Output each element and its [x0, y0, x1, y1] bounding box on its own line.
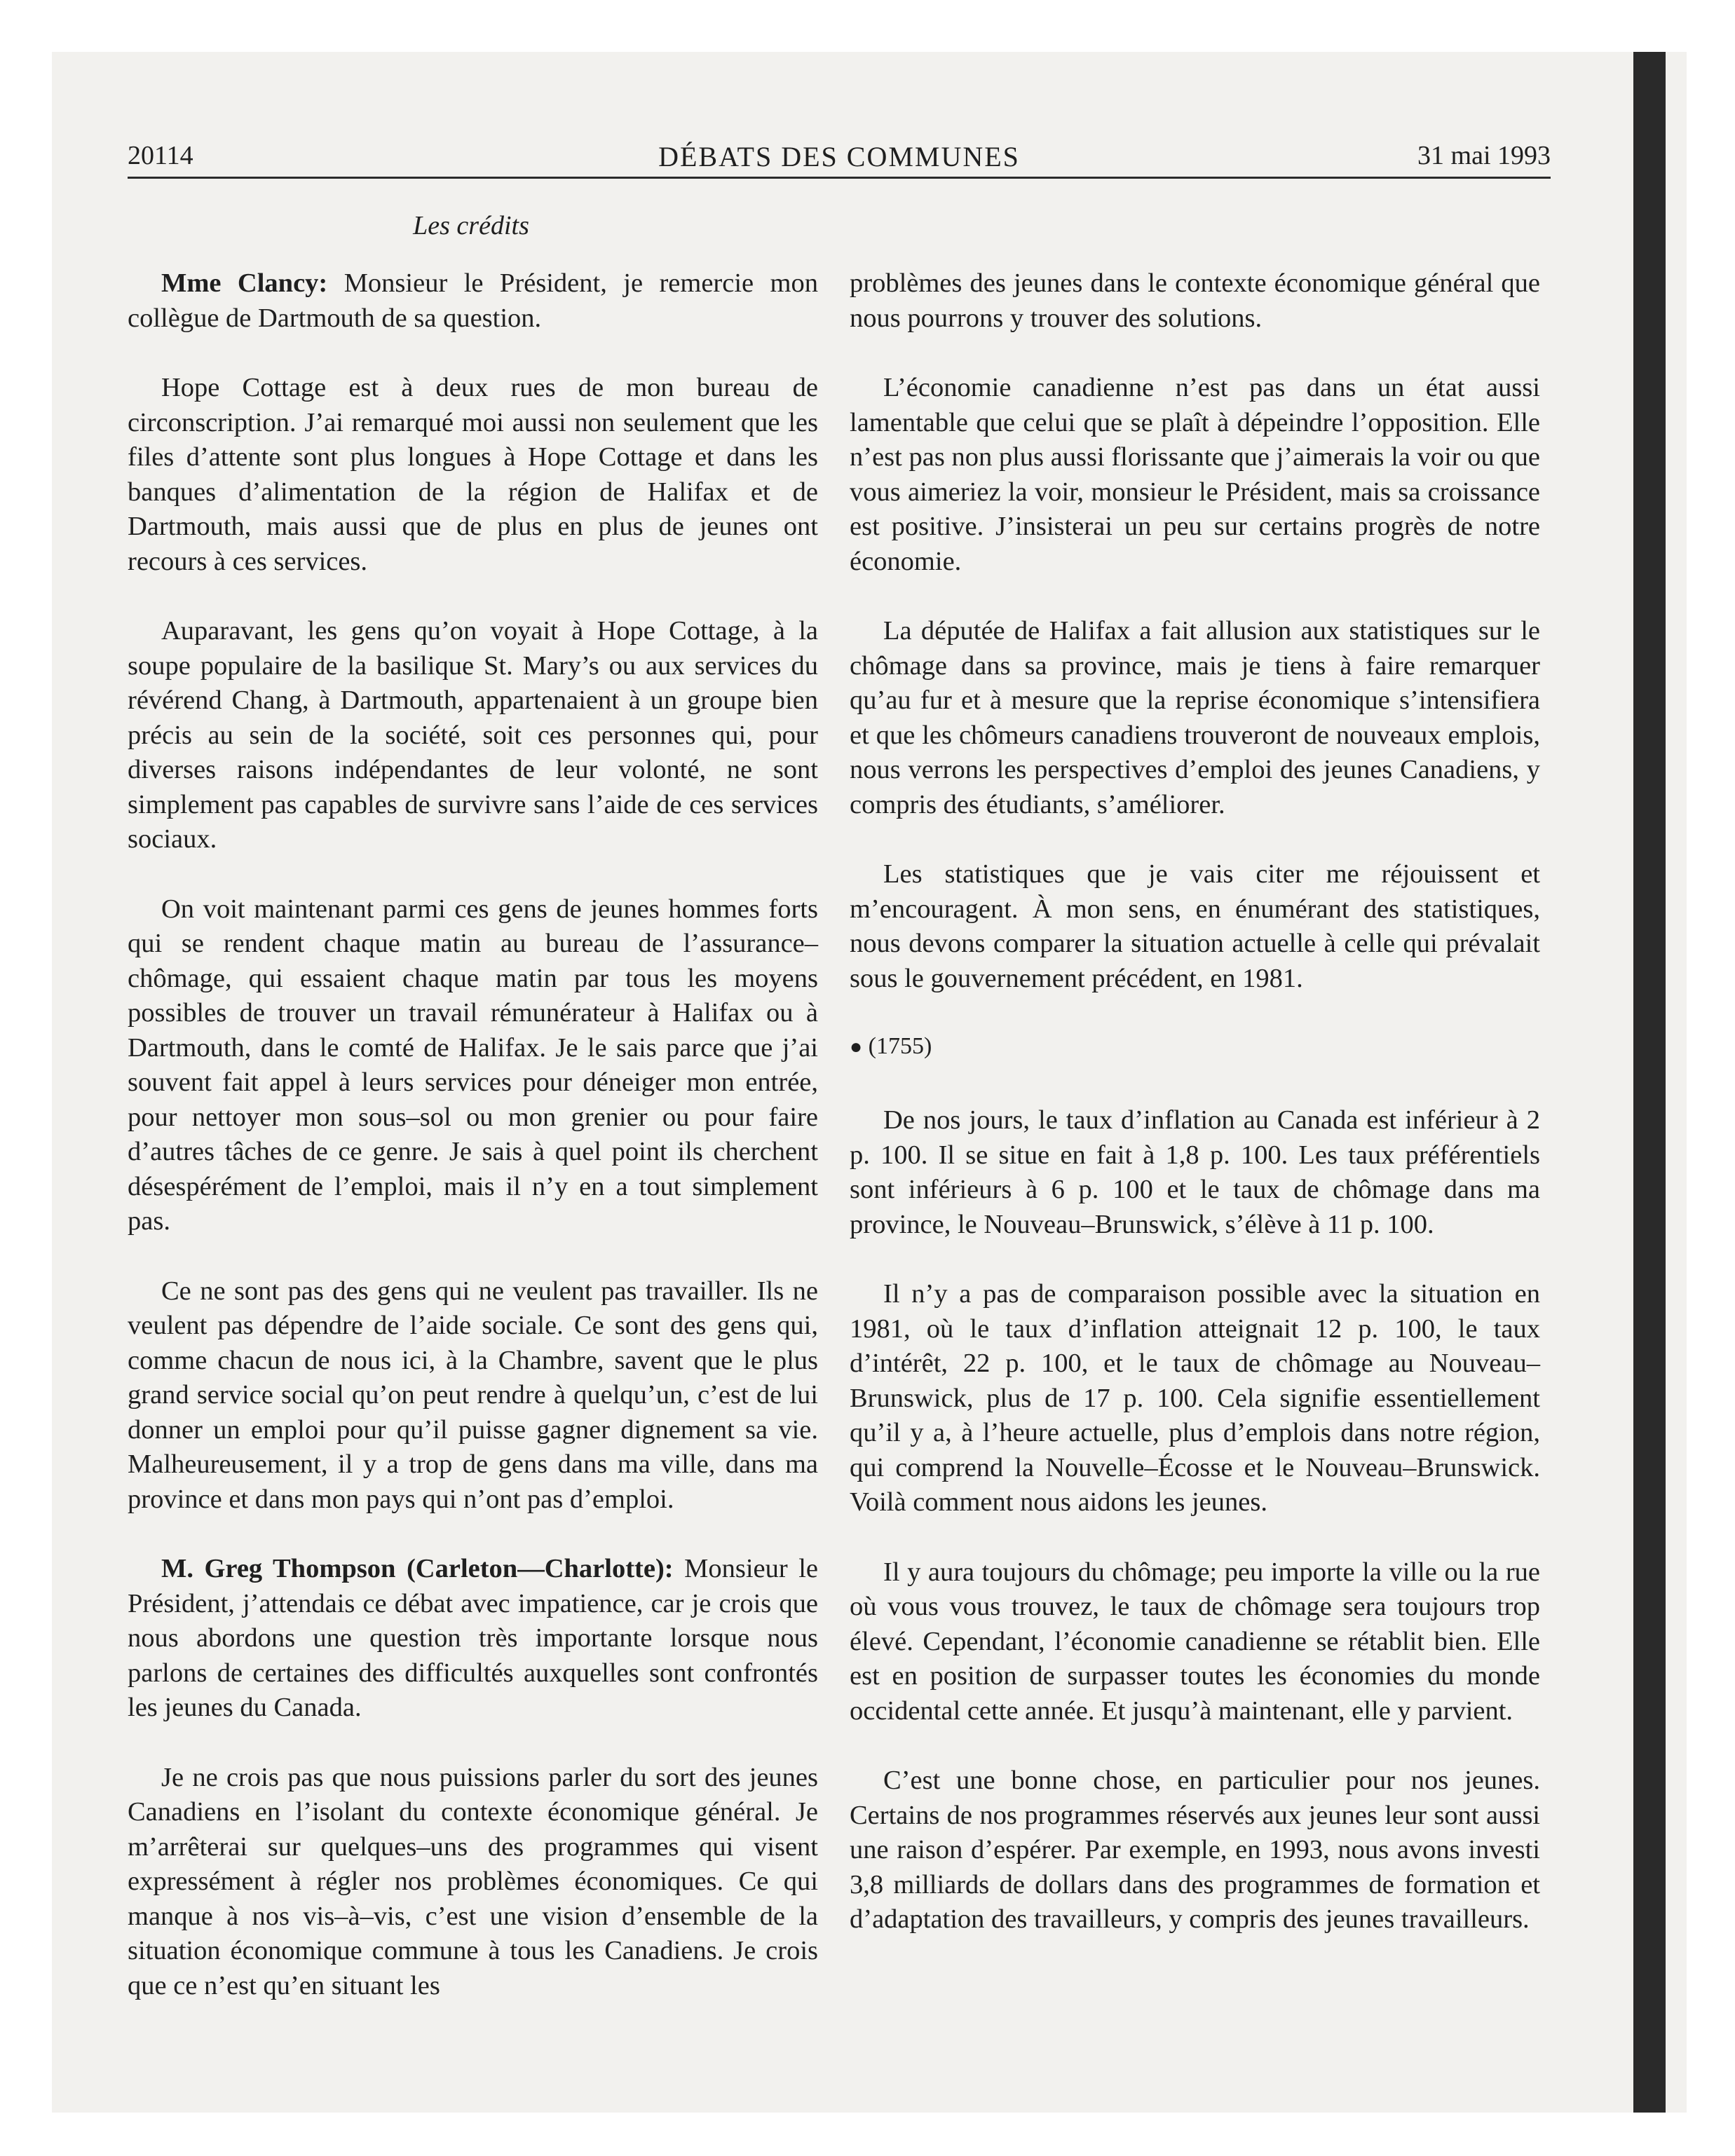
paragraph-text: Monsieur le Président, j’attendais ce débat avec impatience, car je crois que nous abordons une question très importante lorsque nous parlons de certaines des difficultés auxquelles sont confrontés les jeunes du Canada.: [128, 1554, 818, 1722]
paragraph: Il y aura toujours du chômage; peu importe la ville ou la rue où vous vous trouvez, le taux de chômage sera toujours trop élevé. Cependant, l’économie canadienne se rétablit bien. Elle est en position de surpasser toutes les économies du monde occidental cette année. Et jusqu’à maintenant, elle y parvient.: [850, 1557, 1540, 1726]
paragraph: De nos jours, le taux d’inflation au Canada est inférieur à 2 p. 100. Il se situe en fait à 1,8 p. 100. Les taux préférentiels sont inférieurs à 6 p. 100 et le taux de chômage dans ma province, le Nouveau–Brunswick, s’élève à 11 p. 100.: [850, 1105, 1540, 1239]
paragraph: C’est une bonne chose, en particulier pour nos jeunes. Certains de nos programmes réservés aux jeunes leur sont aussi une raison d’espérer. Par exemple, en 1993, nous avons investi 3,8 milliards de dollars dans des programmes de formation et d’adaptation des travailleurs, y compris des jeunes travailleurs.: [850, 1766, 1540, 1934]
paragraph: Je ne crois pas que nous puissions parler du sort des jeunes Canadiens en l’isolant du contexte économique général. Je m’arrêterai sur quelques–uns des programmes qui visent expressément à régler nos problèmes économiques. Ce qui manque à nos vis–à–vis, c’est une vision d’ensemble de la situation économique commune à tous les Canadiens. Je crois que ce n’est qu’en situant les: [128, 1762, 818, 2000]
publication-date: 31 mai 1993: [1417, 141, 1551, 170]
publication-title: DÉBATS DES COMMUNES: [658, 141, 1020, 172]
paragraph: La députée de Halifax a fait allusion aux statistiques sur le chômage dans sa province, mais je tiens à faire remarquer qu’au fur et à mesure que la reprise économique s’intensifiera et que les chômeurs canadiens trouveront de nouveaux emplois, nous verrons les perspectives d’emploi des jeunes Canadiens, y compris des étudiants, s’améliorer.: [850, 616, 1540, 819]
time-marker-text: (1755): [868, 1033, 932, 1059]
left-column: [128, 266, 818, 2038]
section-title: Les crédits: [413, 211, 529, 240]
speaker-name: Mme Clancy:: [161, 268, 328, 298]
time-marker: [850, 1031, 1540, 1063]
paragraph: Ce ne sont pas des gens qui ne veulent pas travailler. Ils ne veulent pas dépendre de l’aide sociale. Ce sont des gens qui, comme chacun de nous ici, à la Chambre, savent que le plus grand service social qu’on peut rendre à quelqu’un, c’est de lui donner un emploi pour qu’il puisse gagner dignement sa vie. Malheureusement, il y a trop de gens dans ma ville, dans ma province et dans mon pays qui n’ont pas d’emploi.: [128, 1276, 818, 1514]
page-header: [128, 140, 1551, 179]
page-number: 20114: [128, 141, 193, 170]
paragraph: problèmes des jeunes dans le contexte économique général que nous pourrons y trouver des solutions.: [850, 268, 1540, 333]
paragraph: [128, 1552, 818, 1726]
paragraph: On voit maintenant parmi ces gens de jeunes hommes forts qui se rendent chaque matin au bureau de l’assurance–chômage, qui essaient chaque matin par tous les moyens possibles de trouver un travail rémunérateur à Halifax ou à Dartmouth, dans le comté de Halifax. Je le sais parce que j’ai souvent fait appel à leurs services pour déneiger mon entrée, pour nettoyer mon sous–sol ou mon grenier ou pour faire d’autres tâches de ce genre. Je sais à quel point ils cherchent désespérément de l’emploi, mais il n’y en a tout simplement pas.: [128, 894, 818, 1236]
right-column: [850, 266, 1540, 1972]
speaker-name: M. Greg Thompson (Carleton—Charlotte):: [161, 1554, 674, 1583]
paragraph-text: Monsieur le Président, je remercie mon collègue de Dartmouth de sa question.: [128, 268, 818, 333]
bullet-icon: ●: [850, 1035, 863, 1058]
paragraph: Il n’y a pas de comparaison possible avec la situation en 1981, où le taux d’inflation atteignait 12 p. 100, le taux d’intérêt, 22 p. 100, et le taux de chômage au Nouveau–Brunswick, plus de 17 p. 100. Cela signifie essentiellement qu’il y a, à l’heure actuelle, plus d’emplois dans notre région, qui comprend la Nouvelle–Écosse et le Nouveau–Brunswick. Voilà comment nous aidons les jeunes.: [850, 1279, 1540, 1517]
paragraph: L’économie canadienne n’est pas dans un état aussi lamentable que celui que se plaît à dépeindre l’opposition. Elle n’est pas non plus aussi florissante que j’aimerais la voir ou que vous aimeriez la voir, monsieur le Président, mais sa croissance est positive. J’insisterai un peu sur certains progrès de notre économie.: [850, 373, 1540, 576]
paragraph: [128, 266, 818, 336]
paragraph: Hope Cottage est à deux rues de mon bureau de circonscription. J’ai remarqué moi aussi non seulement que les files d’attente sont plus longues à Hope Cottage et dans les banques d’alimentation de la région de Halifax et de Dartmouth, mais aussi que de plus en plus de jeunes ont recours à ces services.: [128, 373, 818, 576]
paragraph: Auparavant, les gens qu’on voyait à Hope Cottage, à la soupe populaire de la basilique St. Mary’s ou aux services du révérend Chang, à Dartmouth, appartenaient à un groupe bien précis au sein de la société, soit ces personnes qui, pour diverses raisons indépendantes de leur volonté, ne sont simplement pas capables de survivre sans l’aide de ces services sociaux.: [128, 616, 818, 854]
scan-border: [1633, 52, 1666, 2113]
paragraph: Les statistiques que je vais citer me réjouissent et m’encouragent. À mon sens, en énumérant des statistiques, nous devons comparer la situation actuelle à celle qui prévalait sous le gouvernement précédent, en 1981.: [850, 859, 1540, 993]
